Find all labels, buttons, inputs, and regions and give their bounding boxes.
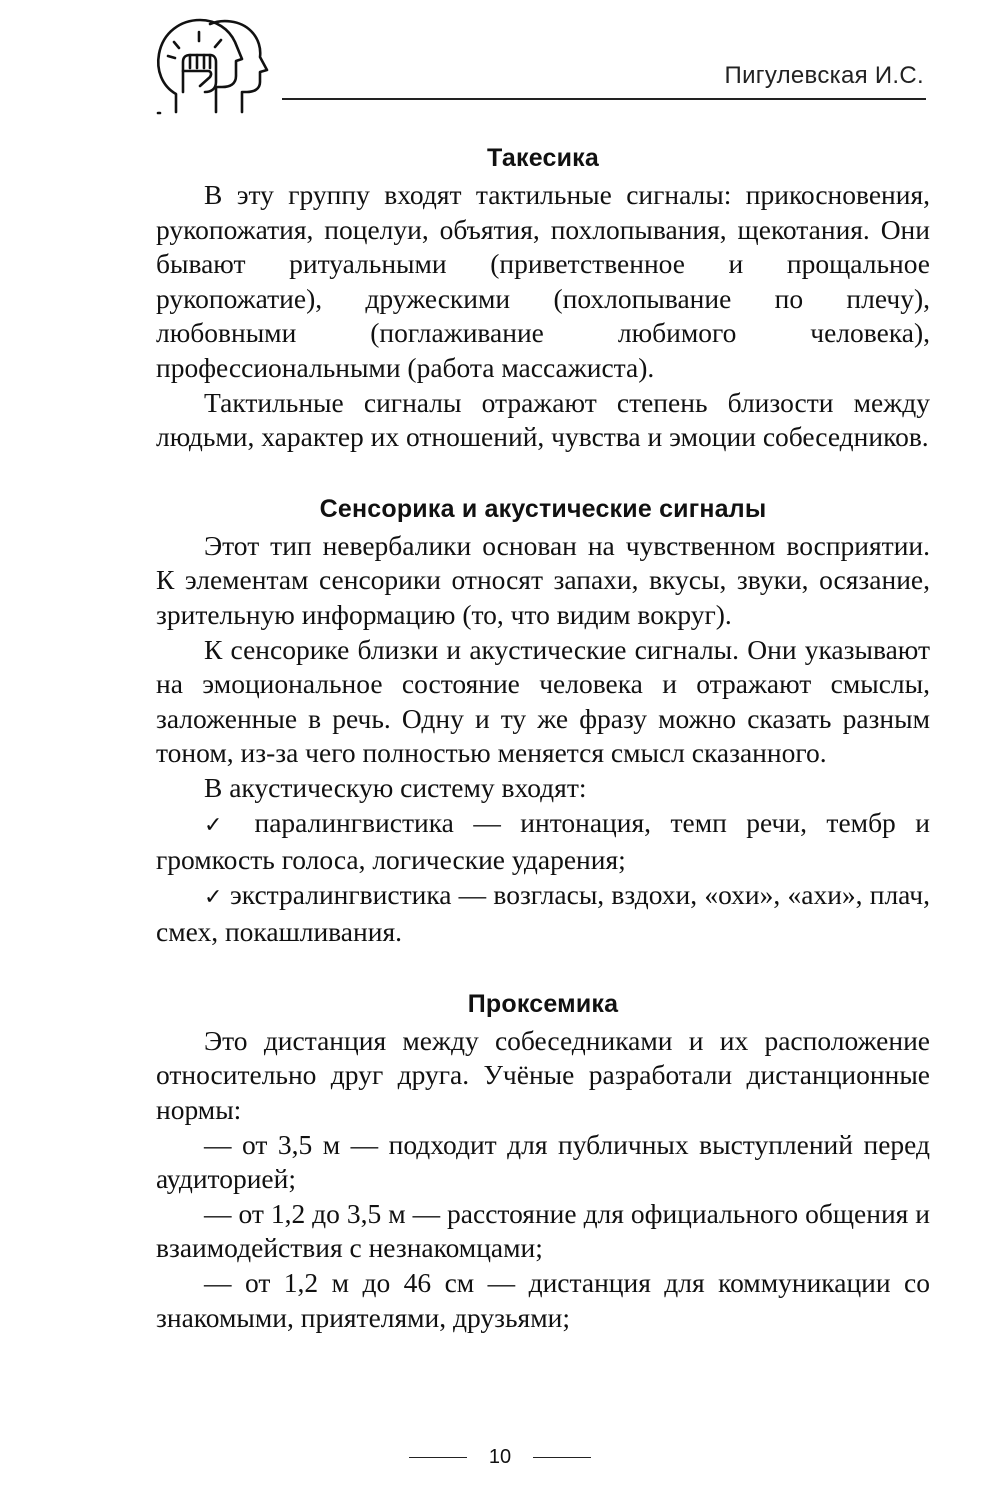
head-fist-logo-icon <box>150 14 272 122</box>
paragraph: Тактильные сигналы отражают степень близости между людьми, характер их отношений, чувства и эмоции собеседников. <box>156 386 930 453</box>
checkmark-icon: ✓ <box>204 812 236 838</box>
section-title-takesika: Такесика <box>487 144 599 172</box>
footer-rule-right <box>533 1457 591 1458</box>
distance-norm-item: — от 3,5 м — подходит для публичных выступлений перед аудиторией; <box>156 1128 930 1195</box>
list-item <box>156 878 930 950</box>
header-author: Пигулевская И.С. <box>724 62 924 89</box>
page-footer <box>0 1446 1000 1469</box>
section-title-sensorika: Сенсорика и акустические сигналы <box>319 494 767 523</box>
list-item-text: паралингвистика — интонация, темп речи, тембр и громкость голоса, логические ударения; <box>156 806 930 876</box>
distance-norm-item: — от 1,2 м до 46 см — дистанция для коммуникации со знакомыми, приятелями, друзьями; <box>156 1267 930 1333</box>
header-rule <box>282 98 926 100</box>
page-number: 10 <box>488 1446 512 1468</box>
footer-rule-left <box>409 1457 467 1458</box>
paragraph: В акустическую систему входят: <box>204 771 587 803</box>
paragraph: К сенсорике близки и акустические сигналы. Они указывают на эмоциональное состояние человека и отражают смыслы, заложенные в речь. Одну и ту же фразу можно сказать разным тоном, из-за чего полностью меняется смысл сказанного. <box>156 633 930 769</box>
paragraph: Этот тип невербалики основан на чувственном восприятии. К элементам сенсорики относят запахи, вкусы, звуки, осязание, зрительную информацию (то, что видим вокруг). <box>156 529 930 630</box>
list-item-text: экстралингвистика — возгласы, вздохи, «охи», «ахи», плач, смех, покашливания. <box>156 878 930 948</box>
section-title-proksemika: Проксемика <box>467 989 619 1018</box>
paragraph: Это дистанция между собеседниками и их расположение относительно друг друга. Учёные разработали дистанционные нормы: <box>156 1024 930 1126</box>
distance-norm-item: — от 1,2 до 3,5 м — расстояние для официального общения и взаимодействия с незнакомцами; <box>156 1197 930 1264</box>
checkmark-icon: ✓ <box>204 884 223 910</box>
list-item <box>156 806 930 878</box>
page-content <box>156 138 930 1335</box>
paragraph: В эту группу входят тактильные сигналы: прикосновения, рукопожатия, поцелуи, объятия, похлопывания, щекотания. Они бывают ритуальными (приветственное и прощальное рукопожатие), дружескими (похлопывание по плечу), любовными (поглаживание любимого человека), профессиональными (работа массажиста). <box>156 179 930 383</box>
